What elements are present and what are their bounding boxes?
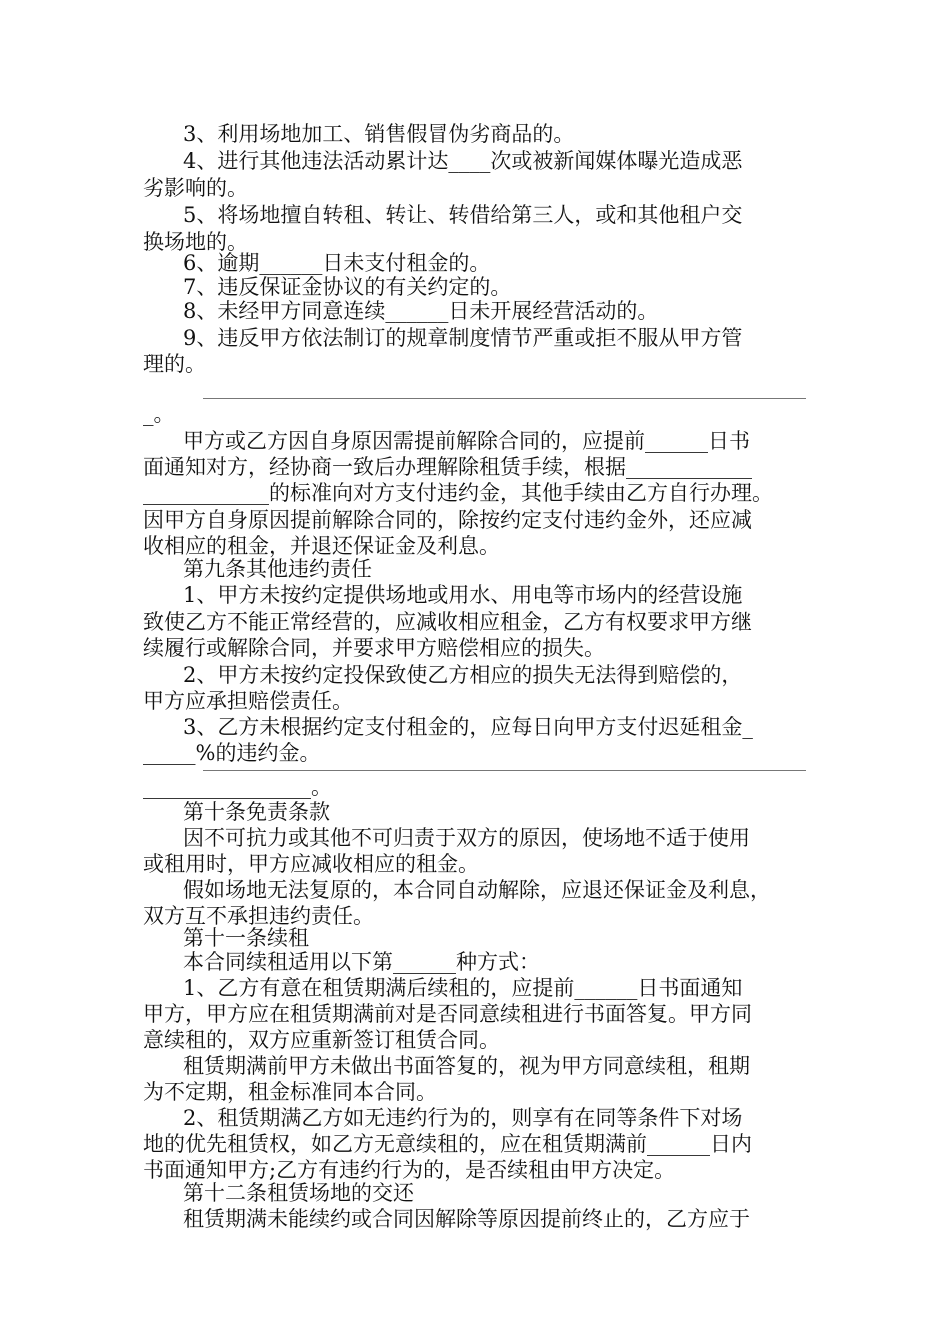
section-heading: 第九条其他违约责任	[143, 557, 373, 581]
text-line: 续履行或解除合同，并要求甲方赔偿相应的损失。	[143, 636, 605, 660]
section-heading: 第十条免责条款	[143, 800, 331, 824]
text-line: 甲方，甲方应在租赁期满前对是否同意续租进行书面答复。甲方同	[143, 1002, 752, 1026]
text-line: 地的优先租赁权，如乙方无意续租的，应在租赁期满前______日内	[143, 1132, 752, 1156]
text-line: ________________。	[143, 775, 332, 799]
text-line: 致使乙方不能正常经营的，应减收相应租金，乙方有权要求甲方继	[143, 610, 752, 634]
blank-line-rule	[203, 770, 806, 771]
text-line: 因甲方自身原因提前解除合同的，除按约定支付违约金外，还应减	[143, 508, 752, 532]
text-line: 3、乙方未根据约定支付租金的，应每日向甲方支付迟延租金_	[143, 715, 753, 739]
text-line: 假如场地无法复原的，本合同自动解除，应退还保证金及利息，	[143, 878, 772, 902]
text-line: 2、甲方未按约定投保致使乙方相应的损失无法得到赔偿的，	[143, 663, 743, 687]
section-heading: 第十一条续租	[143, 926, 310, 950]
blank-line-rule	[203, 398, 806, 399]
text-line: 1、甲方未按约定提供场地或用水、用电等市场内的经营设施	[143, 583, 743, 607]
text-line: 3、利用场地加工、销售假冒伪劣商品的。	[143, 122, 575, 146]
text-line: 理的。	[143, 352, 206, 376]
text-line: 1、乙方有意在租赁期满后续租的，应提前______日书面通知	[143, 976, 743, 1000]
text-line: 9、违反甲方依法制订的规章制度情节严重或拒不服从甲方管	[143, 326, 743, 350]
text-line: 面通知对方，经协商一致后办理解除租赁手续，根据____________	[143, 455, 752, 479]
text-line: 6、逾期______日未支付租金的。	[143, 251, 491, 275]
text-line: 甲方应承担赔偿责任。	[143, 689, 353, 713]
text-line: 8、未经甲方同意连续______日未开展经营活动的。	[143, 299, 659, 323]
text-line: _。	[143, 402, 175, 426]
text-line: 换场地的。	[143, 230, 248, 254]
text-line: 因不可抗力或其他不可归责于双方的原因，使场地不适于使用	[143, 826, 751, 850]
text-line: 2、租赁期满乙方如无违约行为的，则享有在同等条件下对场	[143, 1106, 743, 1130]
text-line: 甲方或乙方因自身原因需提前解除合同的，应提前______日书	[143, 429, 751, 453]
text-line: 为不定期，租金标准同本合同。	[143, 1080, 437, 1104]
text-line: 双方互不承担违约责任。	[143, 904, 374, 928]
text-line: 劣影响的。	[143, 176, 248, 200]
text-line: 7、违反保证金协议的有关约定的。	[143, 275, 512, 299]
text-line: 租赁期满未能续约或合同因解除等原因提前终止的，乙方应于	[143, 1207, 751, 1231]
text-line: 本合同续租适用以下第______种方式：	[143, 950, 541, 974]
text-line: 租赁期满前甲方未做出书面答复的，视为甲方同意续租，租期	[143, 1054, 751, 1078]
text-line: 书面通知甲方;乙方有违约行为的，是否续租由甲方决定。	[143, 1158, 676, 1182]
text-line: 5、将场地擅自转租、转让、转借给第三人，或和其他租户交	[143, 203, 743, 227]
text-line: 意续租的，双方应重新签订租赁合同。	[143, 1028, 500, 1052]
text-line: 或租用时，甲方应减收相应的租金。	[143, 852, 479, 876]
text-line: ____________的标准向对方支付违约金，其他手续由乙方自行办理。	[143, 481, 773, 505]
text-line: 4、进行其他违法活动累计达____次或被新闻媒体曝光造成恶	[143, 149, 743, 173]
text-line: _____%的违约金。	[143, 741, 321, 765]
section-heading: 第十二条租赁场地的交还	[143, 1181, 415, 1205]
text-line: 收相应的租金，并退还保证金及利息。	[143, 534, 500, 558]
